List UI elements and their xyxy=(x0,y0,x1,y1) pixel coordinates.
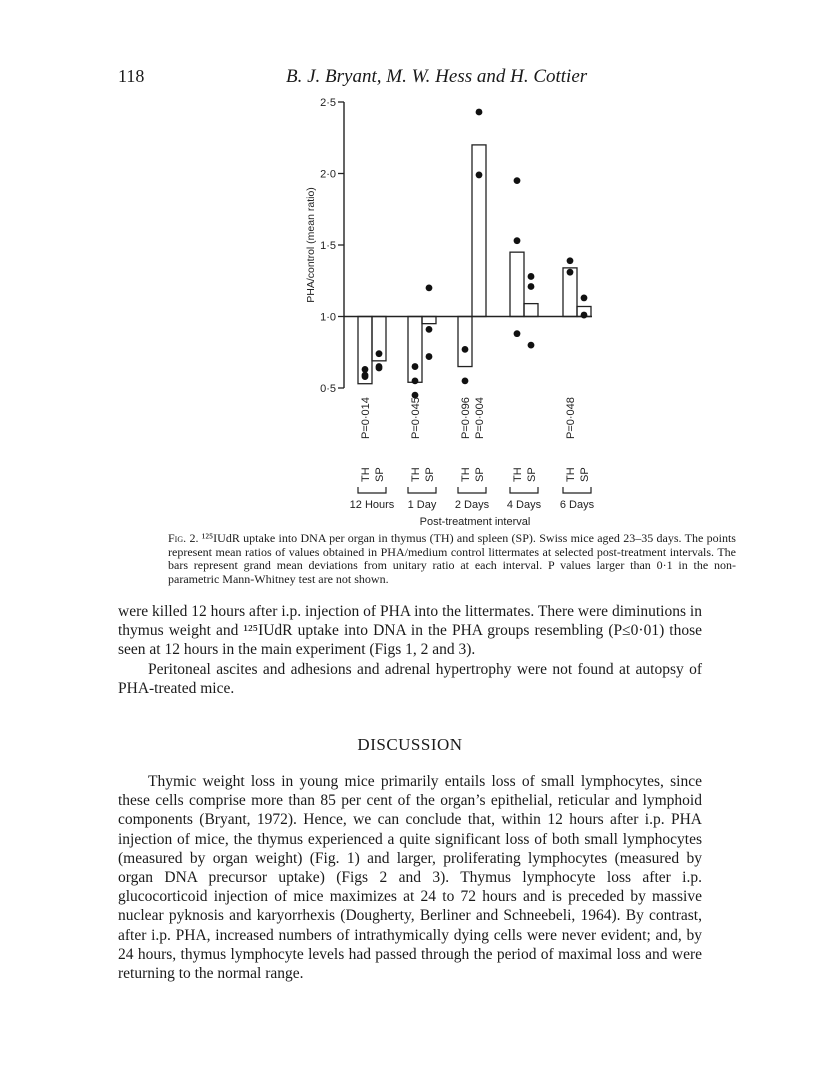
data-point xyxy=(514,330,521,337)
y-tick-label: 1·0 xyxy=(320,311,336,324)
organ-label: SP xyxy=(526,467,538,482)
p-value-label: P=0·014 xyxy=(360,397,372,439)
group-label: 4 Days xyxy=(506,499,542,511)
data-point xyxy=(476,172,483,179)
data-point xyxy=(412,377,419,384)
group-label: 1 Day xyxy=(407,499,437,511)
data-point xyxy=(581,295,588,302)
group-bracket xyxy=(358,487,386,493)
group-label: 2 Days xyxy=(454,499,490,511)
paragraph-text: Peritoneal ascites and adhesions and adrenal hypertrophy were not found at autopsy of PHA-treated mice. xyxy=(118,660,702,697)
data-point xyxy=(528,273,535,280)
y-tick-label: 0·5 xyxy=(320,383,336,395)
data-point xyxy=(376,365,383,372)
discussion-paragraph xyxy=(118,772,702,983)
data-point xyxy=(567,269,574,276)
running-head-authors: B. J. Bryant, M. W. Hess and H. Cottier xyxy=(286,66,588,87)
caption-text: ¹²⁵IUdR uptake into DNA per organ in thymus (TH) and spleen (SP). Swiss mice aged 23–35 days. The points represent mean ratios of values obtained in PHA/medium control littermates at selected post-treatment intervals. The bars represent grand mean deviations from unitary ratio at each interval. P values larger than 0·1 in the non-parametric Mann-Whitney test are not shown. xyxy=(168,531,736,586)
data-point xyxy=(426,285,433,292)
figure-caption xyxy=(168,532,736,586)
data-point xyxy=(514,237,521,244)
x-axis-label: Post-treatment interval xyxy=(419,516,531,528)
y-axis-label: PHA/control (mean ratio) xyxy=(305,187,317,303)
data-point xyxy=(462,346,469,353)
data-point xyxy=(462,377,469,384)
section-heading: DISCUSSION xyxy=(357,735,463,754)
page-header xyxy=(118,66,678,90)
organ-label: TH xyxy=(410,467,422,482)
data-point xyxy=(376,350,383,357)
bar-th xyxy=(510,252,524,316)
organ-label: SP xyxy=(579,467,591,482)
organ-label: TH xyxy=(360,467,372,482)
data-points xyxy=(362,109,588,399)
data-point xyxy=(426,353,433,360)
data-point xyxy=(514,177,521,184)
paragraph-text: Thymic weight loss in young mice primarily entails loss of small lymphocytes, since these cells comprise more than 85 per cent of the organ’s epithelial, reticular and lymphoid components (Bryant, 1972). Hence, we can conclude that, within 12 hours after i.p. PHA injection of mice, the thymus experienced a quite significant loss of both small lymphocytes (measured by organ weight) (Fig. 1) and larger, proliferating lymphocytes (measured by organ DNA precursor uptake) (Figs 2 and 3). Thymus lymphocyte loss after i.p. glucocorticoid injection of mice maximizes at 24 to 72 hours and is preceded by massive nuclear pyknosis and karyorrhexis (Dougherty, Berliner and Schneebeli, 1964). By contrast, after i.p. PHA, increased numbers of intrathymically dying cells were never evident; and, by 24 hours, thymus lymphocyte levels had passed through the period of maximal loss and were returning to the normal range. xyxy=(118,773,702,983)
group-bracket xyxy=(458,487,486,493)
bar-th xyxy=(408,317,422,383)
bars xyxy=(358,145,591,384)
y-tick-label: 2·5 xyxy=(320,97,336,109)
group-label: 6 Days xyxy=(559,499,595,511)
data-point xyxy=(426,326,433,333)
paragraph-continuation xyxy=(118,602,702,698)
data-point xyxy=(412,363,419,370)
data-point xyxy=(528,342,535,349)
y-tick-label: 1·5 xyxy=(320,240,336,252)
data-point xyxy=(476,109,483,116)
y-axis xyxy=(305,97,592,395)
group-bracket xyxy=(408,487,436,493)
p-value-label: P=0·048 xyxy=(565,397,577,439)
bar-sp xyxy=(472,145,486,317)
x-labels xyxy=(350,397,595,528)
group-bracket xyxy=(563,487,591,493)
bar-sp xyxy=(524,304,538,317)
organ-label: SP xyxy=(374,467,386,482)
p-value-label: P=0·096 xyxy=(460,397,472,439)
caption-label: Fig. 2. xyxy=(168,531,199,545)
organ-label: TH xyxy=(512,467,524,482)
data-point xyxy=(567,257,574,264)
data-point xyxy=(362,373,369,380)
page-number: 118 xyxy=(118,66,145,86)
organ-label: SP xyxy=(424,467,436,482)
data-point xyxy=(528,283,535,290)
paragraph-text: were killed 12 hours after i.p. injection of PHA into the littermates. There were diminutions in thymus weight and ¹²⁵IUdR uptake into DNA in the PHA groups resembling (P≤0·01) those seen at 12 hours in the main experiment (Figs 1, 2 and 3). xyxy=(118,603,702,659)
figure-2-chart xyxy=(290,90,620,530)
y-tick-label: 2·0 xyxy=(320,168,336,181)
bar-th xyxy=(458,317,472,367)
organ-label: SP xyxy=(474,467,486,482)
group-bracket xyxy=(510,487,538,493)
data-point xyxy=(581,312,588,319)
p-value-label: P=0·045 xyxy=(410,397,422,439)
organ-label: TH xyxy=(565,467,577,482)
bar-sp xyxy=(422,317,436,324)
p-value-label: P=0·004 xyxy=(474,397,486,439)
group-label: 12 Hours xyxy=(349,499,395,511)
organ-label: TH xyxy=(460,467,472,482)
